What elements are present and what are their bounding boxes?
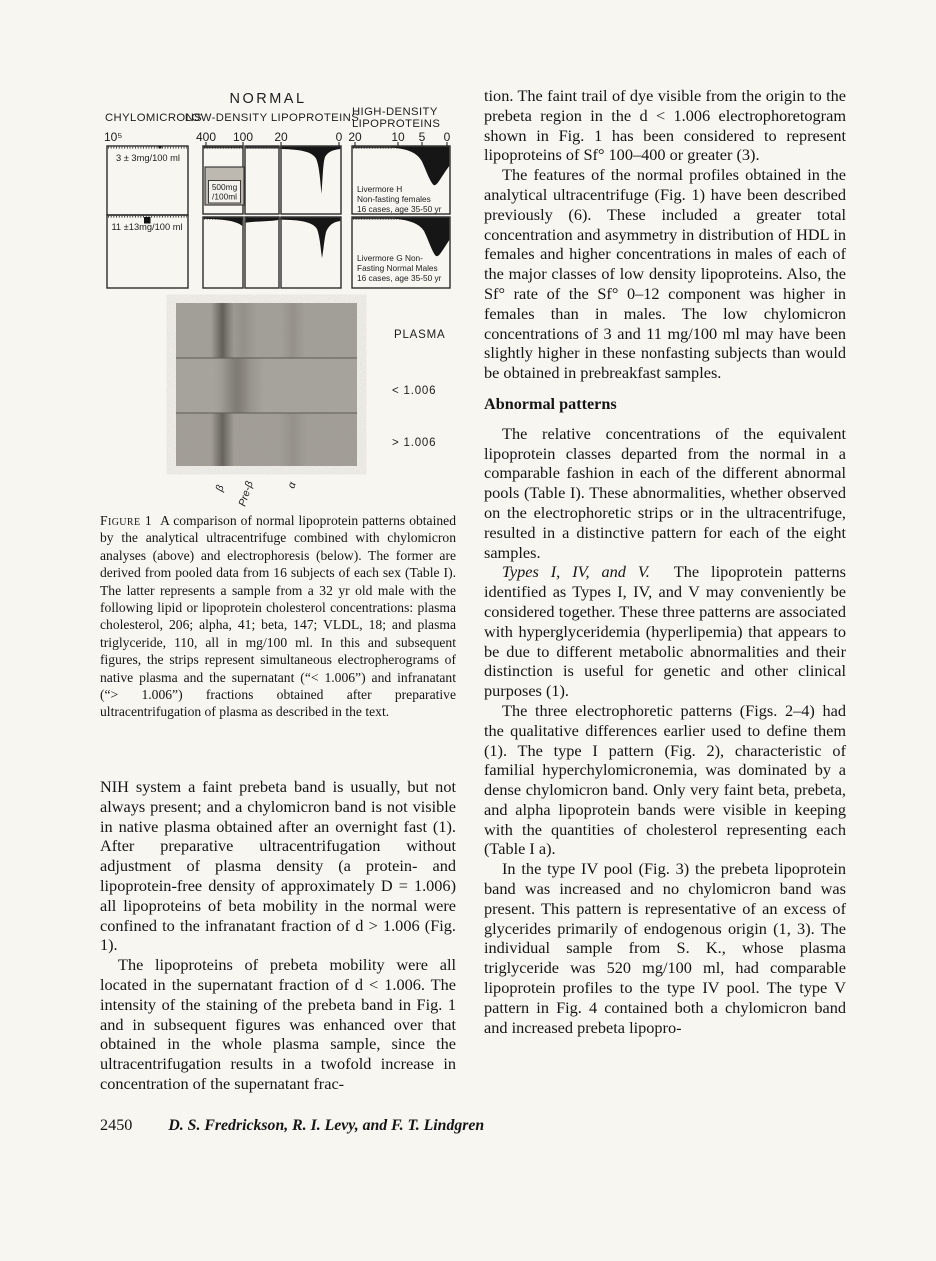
hdl-row1-annotation-3: 16 cases, age 35-50 yr (357, 204, 442, 214)
chylo-axis-label: 10⁵ (104, 130, 123, 144)
running-authors: D. S. Fredrickson, R. I. Levy, and F. T. Lindgren (168, 1117, 485, 1134)
ldl-tick-400: 400 (195, 130, 217, 144)
right-paragraph-5: The three electrophoretic patterns (Figs. 2–4) had the qualitative differences earlier used to define them (1). The type I pattern (Fig. 2), characteristic of familial hyperchylomicronemia, was dominated by a dense chylomicron band. Only very faint beta, prebeta, and alpha lipoprotein bands were visible in keeping with the quantities of cholesterol representing each (Table I a). (484, 700, 846, 859)
hdl-tick-0: 0 (443, 130, 451, 144)
ldl-row2-spike (282, 218, 341, 258)
hdl-row2-peak (395, 218, 449, 257)
strip-label-gt1006: > 1.006 (392, 437, 437, 449)
ldl-legend (205, 167, 244, 205)
right-paragraph-3: The relative concentrations of the equivalent lipoprotein classes departed from the normal in a comparable fashion in each of the different abnormal pools (Table I). These abnormalities, whether observed on the electrophoretic strips or in the ultracentrifuge, resulted in a distinctive pattern for each of the eight samples. (484, 423, 846, 562)
types-lead-in: Types I, IV, and V. (502, 562, 650, 582)
hdl-row2-band (353, 218, 396, 220)
left-paragraph-2: The lipoproteins of prebeta mobility were all located in the supernatant fraction of d < 1.006. The intensity of the staining of the prebeta band in Fig. 1 and in subsequent figures was enhanced over that obtained in the whole plasma sample, since the ultracentrifugation results in a twofold increase in concentration of the supernatant frac- (100, 955, 456, 1093)
right-paragraph-2: The features of the normal profiles obtained in the analytical ultracentrifuge (Fig. 1) have been described previously (6). These included a greater total concentration and asymmetry in distribution of HDL in females and higher concentrations in males of each of the major classes of low density lipoproteins. Also, the Sf° rate of the Sf° 0–12 component was higher in females than in males. The low chylomicron concentrations of 3 and 11 mg/100 ml may have been slightly higher in these nonfasting subjects than would be obtained in prebreakfast samples. (484, 165, 846, 383)
ldl-legend-line1: 500mg (211, 182, 238, 192)
hdl-row2-annotation-1: Livermore G Non- (357, 253, 423, 263)
chylomicrons-header: CHYLOMICRONS (105, 112, 203, 124)
figure-caption-text: A comparison of normal lipoprotein patterns obtained by the analytical ultracentrifuge combined with chylomicron analyses (above) and electrophoresis (below). The former are derived from pooled data from 16 subjects of each sex (Table I). The latter represents a sample from a 32 yr old male with the following lipid or lipoprotein cholesterol concentrations: plasma cholesterol, 206; alpha, 41; beta, 147; VLDL, 18; and plasma triglyceride, 110, all in mg/100 ml. In this and subsequent figures, the strips represent simultaneous electropherograms of native plasma and the supernatant (“< 1.006”) and infranatant (“> 1.006”) fractions obtained after preparative ultracentrifugation of plasma as described in the text. (100, 513, 456, 720)
right-paragraph-4-text: The lipoprotein patterns identified as Types I, IV, and V may conveniently be considered together. These three patterns are associated with hyperglyceridemia (hyperlipemia) that appears to be due to different metabolic abnormalities and their distinction is useful for genetic and other clinical purposes (1). (484, 562, 846, 701)
chylo-row1-value: 3 ± 3mg/100 ml (115, 153, 181, 163)
hdl-row1-annotation-1: Livermore H (357, 184, 403, 194)
figure-title: NORMAL (229, 91, 307, 107)
hdl-row1-peak (392, 147, 449, 186)
hdl-tick-20: 20 (348, 130, 362, 144)
chylo-row1-mark (159, 146, 162, 148)
electrophoresis-photo (176, 303, 357, 466)
figure-caption (100, 512, 456, 721)
ldl-header: LOW-DENSITY LIPOPROTEINS (184, 112, 360, 124)
hdl-row1-annotation-2: Non-fasting females (357, 194, 431, 204)
hdl-row2-annotation-2: Fasting Normal Males (357, 263, 438, 273)
right-paragraph-1: tion. The faint trail of dye visible from the origin to the prebeta region in the d < 1.006 electrophoretogram shown in Fig. 1 has been considered to represent lipoproteins of Sf° 100–400 or greater (3). (484, 86, 846, 165)
hdl-tick-5: 5 (418, 130, 426, 144)
right-paragraph-6: In the type IV pool (Fig. 3) the prebeta lipoprotein band was increased and no chylomicron band was present. This pattern is representative of an excess of glycerides primarily of endogenous origin (1, 3). The individual sample from S. K., whose plasma triglyceride was 520 mg/100 ml, had comparable lipoprotein profiles to the type IV pool. The type V pattern in Fig. 4 contained both a chylomicron band and increased prebeta lipopro- (484, 859, 846, 1037)
chylo-row2-value: 11 ±13mg/100 ml (111, 222, 183, 232)
ldl-legend-line2: /100ml (212, 191, 237, 202)
band-label-alpha: α (285, 480, 299, 490)
figure-caption-label: Figure 1 (100, 513, 153, 528)
band-label-prebeta: Pre-β (236, 479, 256, 508)
ldl-row2-band2 (246, 218, 279, 223)
hdl-tick-10: 10 (391, 130, 405, 144)
right-paragraph-4 (484, 562, 846, 701)
ldl-row1-band1 (204, 147, 243, 149)
band-label-beta: β (213, 483, 227, 493)
section-heading-abnormal-patterns: Abnormal patterns (484, 394, 617, 413)
hdl-row1-band (353, 147, 393, 149)
left-paragraph-1: NIH system a faint prebeta band is usually, but not always present; and a chylomicron band is not visible in native plasma obtained after an overnight fast (1). After preparative ultracentrifugation without adjustment of plasma density (a protein- and lipoprotein-free density of approximately D = 1.006) all lipoproteins of beta mobility in the normal were confined to the infranatant fraction of d > 1.006 (Fig. 1). (100, 777, 456, 955)
ldl-tick-0: 0 (335, 130, 343, 144)
figure-1 (100, 88, 456, 513)
hdl-header-line2: LIPOPROTEINS (352, 118, 441, 130)
strip-label-plasma: PLASMA (394, 329, 446, 341)
strip-label-lt1006: < 1.006 (392, 385, 437, 397)
ldl-row2-band1 (204, 218, 243, 226)
page-number: 2450 (100, 1116, 133, 1134)
left-column (100, 777, 456, 1094)
ldl-row1-band2 (246, 147, 279, 149)
figure-1-diagram (100, 88, 456, 513)
ldl-tick-100: 100 (232, 130, 254, 144)
right-column (484, 86, 846, 1037)
hdl-header-line1: HIGH-DENSITY (352, 106, 438, 118)
ldl-tick-20: 20 (274, 130, 288, 144)
page-footer (100, 1116, 846, 1135)
ldl-row1-spike (282, 147, 341, 194)
hdl-row2-annotation-3: 16 cases, age 35-50 yr (357, 273, 442, 283)
